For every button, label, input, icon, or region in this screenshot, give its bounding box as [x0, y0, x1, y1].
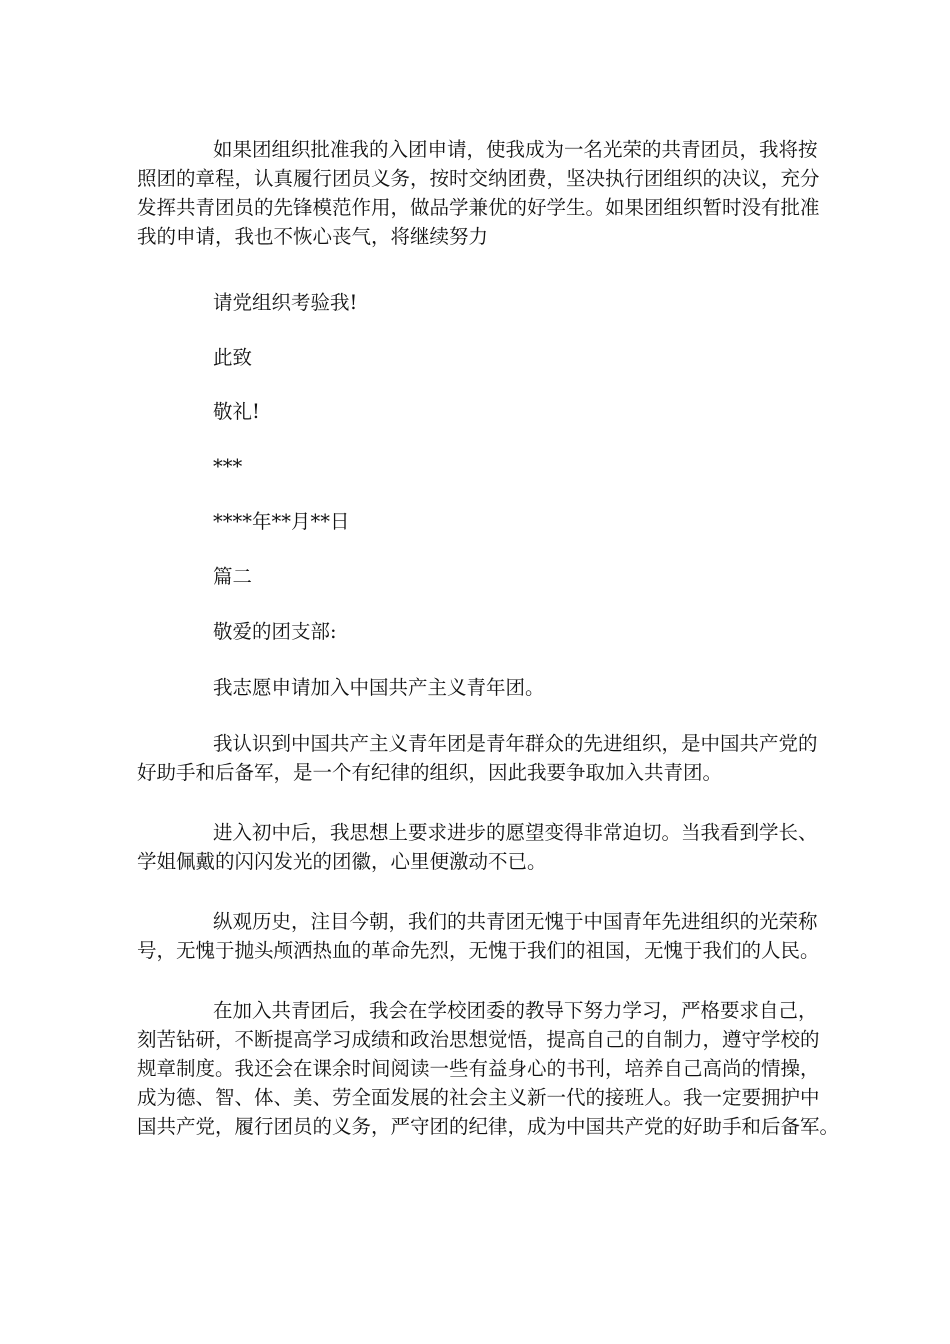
application-statement [137, 673, 827, 702]
paragraph-line: 成为德、智、体、美、劳全面发展的社会主义新一代的接班人。我一定要拥护中 [137, 1086, 820, 1109]
paragraph-commitment [137, 996, 840, 1141]
paragraph-junior-high [137, 818, 827, 876]
paragraph-line: 纵观历史，注目今朝，我们的共青团无愧于中国青年先进组织的光荣称 [213, 910, 818, 933]
paragraph-line: 我认识到中国共产主义青年团是青年群众的先进组织，是中国共产党的 [213, 732, 818, 755]
paragraph-line: 刻苦钻研，不断提高学习成绩和政治思想觉悟，提高自己的自制力，遵守学校的 [137, 1028, 820, 1051]
letter-greeting [137, 617, 827, 646]
paragraph-line: 发挥共青团员的先锋模范作用，做品学兼优的好学生。如果团组织暂时没有批准 [137, 196, 820, 219]
paragraph-line: ****年**月**日 [213, 510, 350, 533]
salutation-jing-li [137, 397, 827, 426]
paragraph-line: 如果团组织批准我的入团申请，使我成为一名光荣的共青团员，我将按 [213, 138, 818, 161]
paragraph-line: 进入初中后，我思想上要求进步的愿望变得非常迫切。当我看到学长、 [213, 821, 818, 844]
paragraph-line: 敬爱的团支部: [213, 620, 337, 643]
paragraph-1 [137, 135, 827, 251]
date-placeholder [137, 507, 827, 536]
paragraph-line: 号，无愧于抛头颅洒热血的革命先烈，无愧于我们的祖国，无愧于我们的人民。 [137, 939, 820, 962]
paragraph-line: 敬礼! [213, 400, 260, 423]
paragraph-line: 我志愿申请加入中国共产主义青年团。 [213, 676, 545, 699]
paragraph-line: 在加入共青团后，我会在学校团委的教导下努力学习，严格要求自己， [213, 999, 818, 1022]
paragraph-line: 篇二 [213, 565, 253, 588]
paragraph-line: 我的申请，我也不恢心丧气，将继续努力 [137, 225, 489, 248]
signature-placeholder [137, 452, 827, 481]
paragraph-line: 照团的章程，认真履行团员义务，按时交纳团费，坚决执行团组织的决议，充分 [137, 167, 820, 190]
paragraph-line: 规章制度。我还会在课余时间阅读一些有益身心的书刊，培养自己高尚的情操， [137, 1057, 820, 1080]
salutation-ci-zhi [137, 343, 827, 372]
paragraph-line: 学姐佩戴的闪闪发光的团徽，心里便激动不已。 [137, 850, 547, 873]
paragraph-line: 国共产党，履行团员的义务，严守团的纪律，成为中国共产党的好助手和后备军。 [137, 1115, 840, 1138]
paragraph-line: 好助手和后备军，是一个有纪律的组织，因此我要争取加入共青团。 [137, 761, 723, 784]
section-heading [137, 562, 827, 591]
paragraph-line: 请党组织考验我! [213, 291, 358, 314]
paragraph-history [137, 907, 827, 965]
closing-request [137, 288, 827, 317]
paragraph-line: 此致 [213, 346, 253, 369]
paragraph-line: *** [213, 455, 243, 478]
paragraph-understanding [137, 729, 827, 787]
